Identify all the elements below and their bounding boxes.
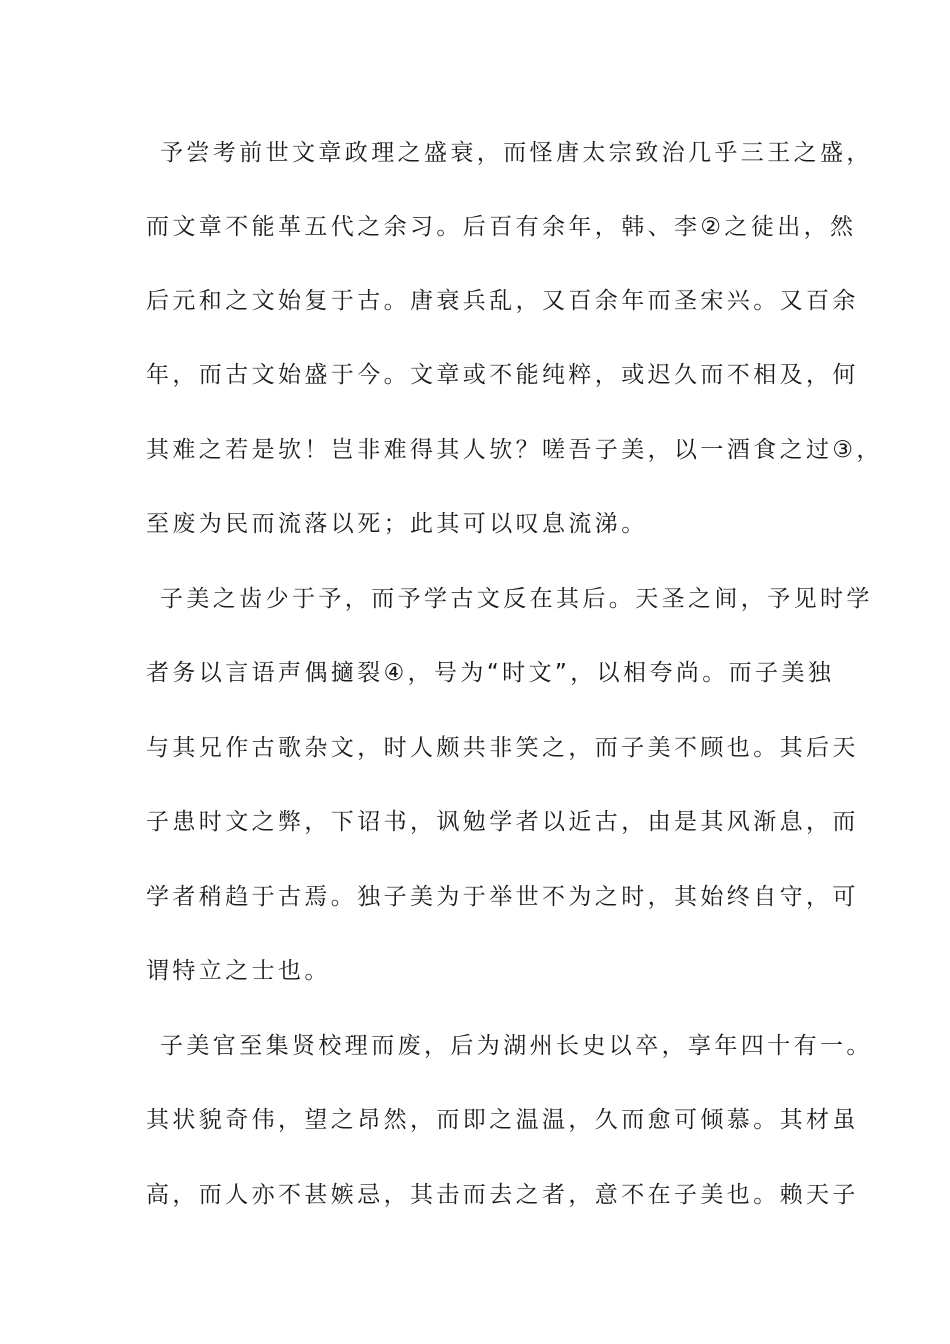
text-line: 予尝考前世文章政理之盛衰，而怪唐太宗致治几乎三王之盛，	[160, 140, 873, 166]
text-line: 其状貌奇伟，望之昂然，而即之温温，久而愈可倾慕。其材虽	[146, 1107, 859, 1133]
text-line: 谓特立之士也。	[146, 958, 331, 984]
text-line: 后元和之文始复于古。唐衰兵乱，又百余年而圣宋兴。又百余	[146, 288, 859, 314]
text-line: 高，而人亦不甚嫉忌，其击而去之者，意不在子美也。赖天子	[146, 1182, 859, 1208]
text-line: 至废为民而流落以死；此其可以叹息流涕。	[146, 511, 648, 537]
text-line: 与其兄作古歌杂文，时人颇共非笑之，而子美不顾也。其后天	[146, 735, 859, 761]
text-line: 子美之齿少于予，而予学古文反在其后。天圣之间，予见时学	[160, 586, 873, 612]
text-line: 年，而古文始盛于今。文章或不能纯粹，或迟久而不相及，何	[146, 362, 859, 388]
text-line: 其难之若是欤！岂非难得其人欤？嗟吾子美，以一酒食之过③，	[146, 437, 883, 463]
text-line: 者务以言语声偶擿裂④，号为“时文”，以相夸尚。而子美独	[146, 660, 835, 686]
text-line: 学者稍趋于古焉。独子美为于举世不为之时，其始终自守，可	[146, 884, 859, 910]
text-line: 而文章不能革五代之余习。后百有余年，韩、李②之徒出，然	[146, 214, 857, 240]
text-line: 子患时文之弊，下诏书，讽勉学者以近古，由是其风渐息，而	[146, 809, 859, 835]
text-line: 子美官至集贤校理而废，后为湖州长史以卒，享年四十有一。	[160, 1033, 873, 1059]
